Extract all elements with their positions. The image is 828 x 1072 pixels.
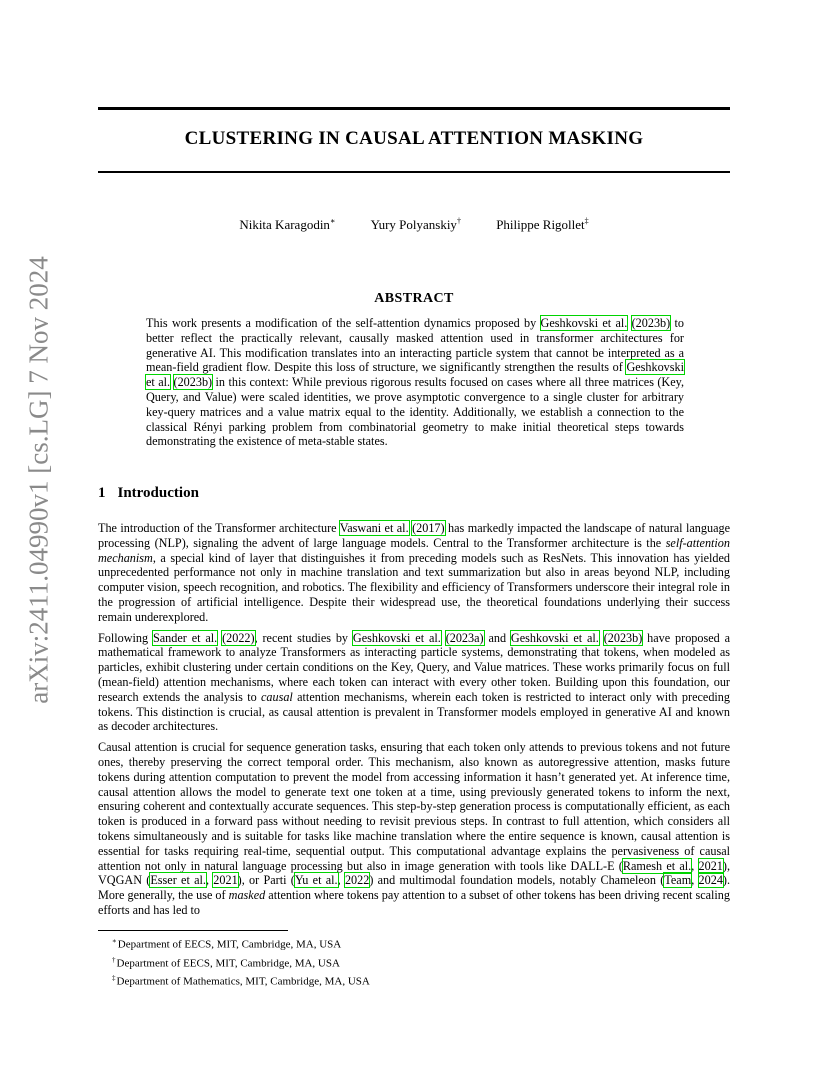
citation-link[interactable]: Ramesh et al. [622, 858, 692, 873]
paragraph-1: The introduction of the Transformer architecture Vaswani et al. (2017) has markedly impacted the landscape of natural language processing (NLP), signaling the advent of large language models. Central to the Transformer architecture is the self-attention mechanism, a special kind of layer that distinguishes it from preceding models such as ResNets. This innovation has yielded unprecedented performance not only in machine translation and text summarization but also in areas beyond NLP, including computer vision, speech recognition, and robotics. The flexibility and efficiency of Transformers underscore their integral role in the progression of artificial intelligence. Despite their widespread use, the theoretical foundations underlying their success remain underexplored. [98, 521, 730, 624]
citation-link[interactable]: Esser et al. [150, 873, 206, 888]
section-heading-introduction: 1 Introduction [98, 485, 199, 501]
abstract-body: This work presents a modification of the self-attention dynamics proposed by Geshkovski et al. (2023b) to better reflect the practically relevant, causally masked attention used in transformer architectures for generative AI. This modification translates into an interacting particle system that cannot be interpreted as a mean-field gradient flow. Despite this loss of structure, we significantly strengthen the results of Geshkovski et al. (2023b) in this context: While previous rigorous results focused on cases where all three matrices (Key, Query, and Value) were scaled identities, we prove asymptotic convergence to a single cluster for arbitrary key-query matrices and a value matrix equal to the identity. Additionally, we establish a connection to the classical Rényi parking problem from combinatorial geometry to make initial theoretical steps towards demonstrating the existence of meta-stable states. [146, 316, 684, 449]
introduction-body [98, 521, 730, 924]
citation-link[interactable]: 2022 [344, 873, 370, 888]
citation-link[interactable]: Geshkovski et al. [540, 316, 628, 330]
citation-link[interactable]: 2021 [213, 873, 238, 888]
citation-link[interactable]: 2021 [698, 858, 723, 873]
paragraph-2: Following Sander et al. (2022), recent studies by Geshkovski et al. (2023a) and Geshkovski et al. (2023b) have proposed a mathematical framework to analyze Transformers as interacting particle systems, demonstrating that tokens, when modeled as particles, exhibit clustering under certain conditions on the Key, Query, and Value matrices. These works primarily focus on full (mean-field) attention mechanisms, where each token can interact with every other token. Building upon this foundation, our research extends the analysis to causal attention mechanisms, wherein each token is restricted to interact only with preceding tokens. This distinction is crucial, as causal attention is prevalent in Transformer models employed in generative AI and known as decoder architectures. [98, 630, 730, 734]
citation-link[interactable]: Geshkovski et al. [510, 630, 599, 645]
citation-link[interactable]: (2023b) [603, 630, 643, 645]
author-2: Yury Polyanskiy† [370, 217, 461, 233]
citation-link[interactable]: Team [664, 873, 692, 888]
footnote: ‡Department of Mathematics, MIT, Cambridge, MA, USA [112, 974, 370, 988]
citation-link[interactable]: Geshkovski et al. [146, 360, 684, 390]
citation-link[interactable]: (2023a) [445, 630, 484, 645]
citation-link[interactable]: Sander et al. [152, 630, 218, 645]
citation-link[interactable]: Geshkovski et al. [352, 630, 441, 645]
title-rule-bottom [98, 171, 730, 173]
title-rule-top [98, 107, 730, 110]
abstract-heading: ABSTRACT [374, 291, 454, 306]
citation-link[interactable]: (2023b) [631, 316, 671, 330]
arxiv-sidebar-stamp [22, 256, 56, 704]
footnote: ∗Department of EECS, MIT, Cambridge, MA, USA [112, 937, 342, 951]
footnotes [112, 934, 370, 990]
paper-title: CLUSTERING IN CAUSAL ATTENTION MASKING [184, 128, 644, 149]
citation-link[interactable]: (2022) [222, 630, 255, 645]
citation-link[interactable]: 2024 [698, 873, 723, 888]
citation-link[interactable]: Yu et al. [294, 873, 338, 888]
paragraph-3: Causal attention is crucial for sequence generation tasks, ensuring that each token only attends to previous tokens and not future ones, thereby preserving the correct temporal order. This mechanism, also known as autoregressive attention, masks future tokens during attention computation to prevent the model from accessing information it hasn’t generated yet. At inference time, causal attention allows the model to generate text one token at a time, using previously generated tokens to inform the next, ensuring coherent and contextually accurate sequences. This step-by-step generation process is computationally efficient, as each token is produced in a forward pass without needing to revisit previous steps. In contrast to full attention, which considers all tokens simultaneously and is suitable for tasks like machine translation where the entire sequence is known, causal attention is essential for tasks requiring real-time, sequential output. This computational advantage explains the pervasiveness of causal attention not only in natural language processing but also in image generation with tools like DALL-E (Ramesh et al., 2021), VQGAN (Esser et al., 2021), or Parti (Yu et al., 2022) and multimodal foundation models, notably Chameleon (Team, 2024). More generally, the use of masked attention where tokens pay attention to a subset of other tokens has been driving recent scaling efforts and has led to [98, 740, 731, 917]
footnote-rule [98, 930, 288, 931]
citation-link[interactable]: (2023b) [173, 375, 213, 390]
author-list [98, 217, 730, 233]
author-1: Nikita Karagodin∗ [239, 217, 336, 233]
arxiv-identifier: arXiv:2411.04990v1 [cs.LG] 7 Nov 2024 [23, 256, 54, 704]
footnote: †Department of EECS, MIT, Cambridge, MA, USA [112, 955, 340, 970]
citation-link[interactable]: (2017) [412, 521, 445, 535]
author-3: Philippe Rigollet‡ [496, 217, 589, 233]
citation-link[interactable]: Vaswani et al. [339, 521, 409, 535]
